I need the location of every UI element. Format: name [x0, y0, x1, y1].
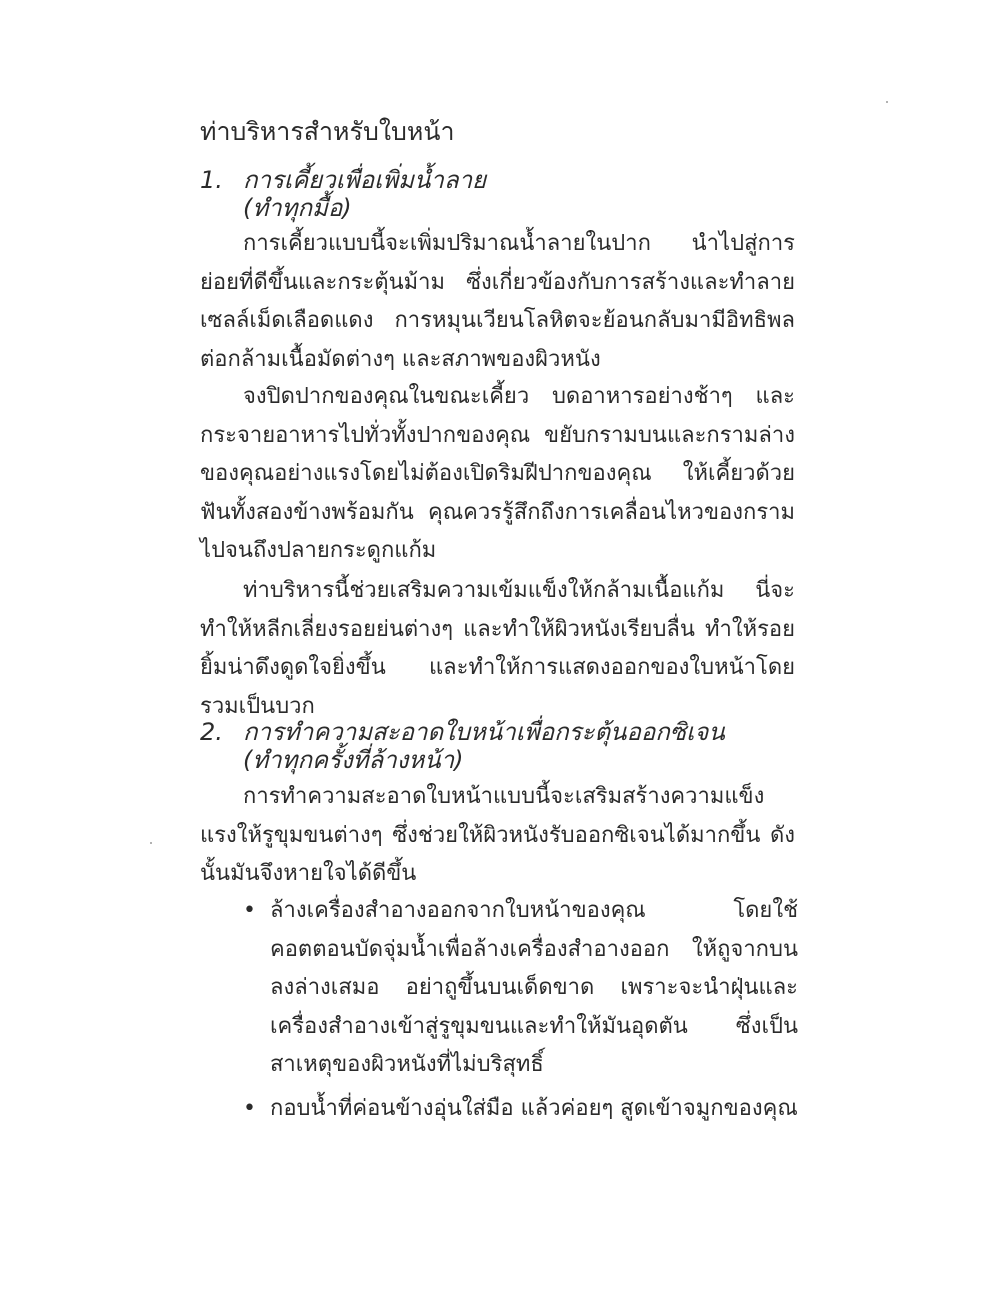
section-2-subheading: (ทำทุกครั้งที่ล้างหน้า)	[243, 746, 464, 774]
bullet-text: ล้างเครื่องสำอางออกจากใบหน้าของคุณ โดยใช้คอตตอนบัดจุ่มน้ำเพื่อล้างเครื่องสำอางออก ให้ถูจากบนลงล่างเสมอ อย่าถูขึ้นบนเด็ดขาด เพราะจะนำฝุ่นและเครื่องสำอางเข้าสู่รูขุมขนและทำให้มันอุดตัน ซึ่งเป็นสาเหตุของผิวหนังที่ไม่บริสุทธิ์	[270, 898, 798, 1077]
section-1-paragraph-2: จงปิดปากของคุณในขณะเคี้ยว บดอาหารอย่างช้าๆ และกระจายอาหารไปทั่วทั้งปากของคุณ ขยับกรามบนและกรามล่างของคุณอย่างแรงโดยไม่ต้องเปิดริมฝีปากของคุณ ให้เคี้ยวด้วยฟันทั้งสองข้างพร้อมกัน คุณควรรู้สึกถึงการเคลื่อนไหวของกรามไปจนถึงปลายกระดูกแก้ม	[200, 384, 795, 563]
scan-speck	[886, 101, 888, 103]
section-1-subheading: (ทำทุกมื้อ)	[243, 194, 352, 222]
section-2-heading: การทำความสะอาดใบหน้าเพื่อกระตุ้นออกซิเจน	[243, 718, 725, 746]
bullet-icon: •	[243, 898, 256, 923]
section-1-paragraph-3: ท่าบริหารนี้ช่วยเสริมความเข้มแข็งให้กล้ามเนื้อแก้ม นี่จะทำให้หลีกเลี่ยงรอยย่นต่างๆ และทำให้ผิวหนังเรียบลื่น ทำให้รอยยิ้มน่าดึงดูดใจยิ่งขึ้น และทำให้การแสดงออกของใบหน้าโดยรวมเป็นบวก	[200, 578, 795, 719]
page-title: ท่าบริหารสำหรับใบหน้า	[200, 117, 455, 146]
section-2-bullet-list	[243, 892, 798, 1133]
bullet-item	[243, 1090, 798, 1129]
section-2-paragraph-1: การทำความสะอาดใบหน้าแบบนี้จะเสริมสร้างความแข็งแรงให้รูขุมขนต่างๆ ซึ่งช่วยให้ผิวหนังรับออกซิเจนได้มากขึ้น ดังนั้นมันจึงหายใจได้ดีขึ้น	[200, 784, 795, 886]
bullet-text: กอบน้ำที่ค่อนข้างอุ่นใส่มือ แล้วค่อยๆ สูดเข้าจมูกของคุณ	[270, 1095, 798, 1121]
section-1-paragraph-1: การเคี้ยวแบบนี้จะเพิ่มปริมาณน้ำลายในปาก นำไปสู่การย่อยที่ดีขึ้นและกระตุ้นม้าม ซึ่งเกี่ยวข้องกับการสร้างและทำลายเซลล์เม็ดเลือดแดง การหมุนเวียนโลหิตจะย้อนกลับมามีอิทธิพลต่อกล้ามเนื้อมัดต่างๆ และสภาพของผิวหนัง	[200, 231, 795, 372]
section-1-number: 1.	[200, 166, 223, 194]
section-1-heading: การเคี้ยวเพื่อเพิ่มน้ำลาย	[243, 166, 487, 194]
section-2-number: 2.	[200, 718, 223, 746]
scan-speck	[150, 842, 152, 844]
bullet-item	[243, 892, 798, 1085]
bullet-icon: •	[243, 1095, 256, 1121]
